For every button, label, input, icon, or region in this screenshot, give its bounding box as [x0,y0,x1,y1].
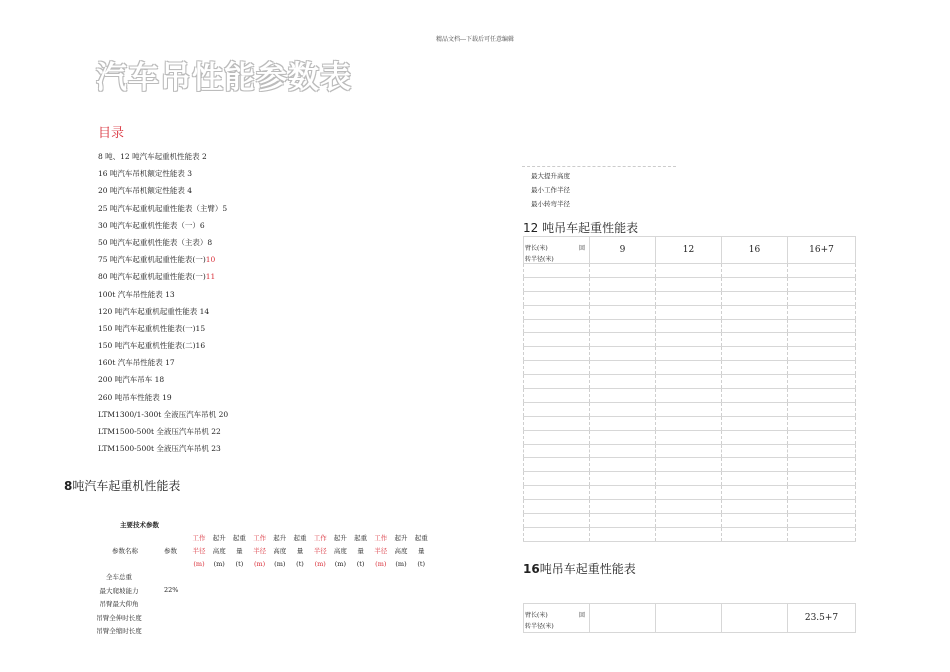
toc-item-label: LTM1500-500t 全液压汽车吊机 22 [98,427,221,436]
toc-item-label: 80 吨汽车起重机起重性能表(一) [98,272,206,282]
table-cell [656,361,722,375]
table-cell [788,527,856,541]
table-header-row [524,237,856,264]
param-column-header-line: (m) [213,560,225,568]
toc-item-label: LTM1500-500t 全液压汽车吊机 23 [98,444,221,454]
toc-item[interactable] [98,151,228,168]
table-12t-performance [523,236,856,542]
table-cell [788,319,856,333]
table-row [524,527,856,541]
table-cell [722,444,788,458]
toc-item[interactable] [98,443,228,460]
table-cell [788,361,856,375]
param-column-header-line: 起升 [212,534,226,542]
table-cell [722,500,788,514]
table-cell [656,402,722,416]
table-cell [722,277,788,291]
boom-length-header [590,604,656,633]
table-cell [788,264,856,278]
table-cell [722,472,788,486]
param-column-header-line: 量 [296,547,304,555]
table-cell [722,347,788,361]
toc-item-label: 8 吨、12 吨汽车起重机性能表 2 [98,152,207,161]
corner-label: 转半径(米) [525,256,554,263]
param-column-header [331,532,349,571]
table-row [524,305,856,319]
param-column-header-line: (m) [193,560,205,568]
table-cell [524,444,590,458]
table-cell [524,319,590,333]
table-cell [524,527,590,541]
section-16t-title [523,560,636,577]
param-column-header-line: (m) [274,560,286,568]
toc-item-label: 150 吨汽车起重机性能表(一)15 [98,323,206,333]
corner-label: 臂长(米) [525,245,548,252]
table-cell [722,319,788,333]
table-cell [590,514,656,528]
param-row-label: 吊臂全缩时长度 [96,627,142,635]
toc-item[interactable] [98,409,228,426]
param-column-header-line: (m) [375,560,387,568]
table-cell [788,472,856,486]
table-cell [788,389,856,403]
table-cell [788,375,856,389]
table-cell [590,305,656,319]
param-column-header-line: 量 [417,547,425,555]
table-cell [656,264,722,278]
document-title: 汽车吊性能参数表 [96,60,352,96]
toc-item[interactable] [98,185,228,202]
param-column-header [210,532,228,571]
table-cell [656,514,722,528]
param-column-header-line: 量 [236,547,243,555]
toc-item-label: 260 吨吊车性能表 19 [98,392,172,402]
table-cell [656,472,722,486]
param-name-header: 参数名称 [112,547,138,555]
toc-heading: 目录 [98,126,125,141]
table-cell [524,402,590,416]
table-cell [590,416,656,430]
toc-item[interactable] [98,237,228,254]
param-column-header-line: 起升 [273,534,287,542]
param-column-header-line: 高度 [333,547,347,555]
section-16t-title-text: 吨吊车起重性能表 [539,562,636,576]
param-column-header [412,532,430,571]
param-column-header [352,532,370,571]
table-cell [788,402,856,416]
param-column-header-line: (m) [395,560,407,568]
spec-list-item: 最小工作半径 [531,186,570,194]
param-column-header-line: 半径 [192,547,206,555]
table-cell [590,389,656,403]
param-column-header-line: (m) [334,560,347,568]
table-cell [590,500,656,514]
table-row [524,458,856,472]
table-cell [722,333,788,347]
toc-item-label: 75 吨汽车起重机起重性能表(一) [98,255,206,265]
table-cell [590,291,656,305]
section-8t-title-text: 吨汽车起重机性能表 [72,479,181,493]
divider-line [522,166,676,167]
toc-item-label: 25 吨汽车起重机起重性能表（主臂）5 [98,203,228,213]
table-cell [788,514,856,528]
param-row-label: 吊臂全伸时长度 [96,613,142,622]
param-column-header-line: (t) [235,560,244,568]
table-cell [524,333,590,347]
param-column-header [271,532,289,571]
table-cell [590,277,656,291]
spec-list-item: 最小转弯半径 [531,200,570,208]
param-column-header-line: 高度 [273,547,287,555]
toc-item[interactable] [98,289,228,306]
param-column-header-line: (t) [356,560,365,568]
table-cell [524,500,590,514]
table-cell [524,458,590,472]
toc-item-label: LTM1300/1-300t 全液压汽车吊机 20 [98,409,229,419]
table-cell [722,486,788,500]
table-cell [524,305,590,319]
param-column-header-line: 工作 [192,534,206,542]
table-cell [788,291,856,305]
toc-item[interactable] [98,323,228,340]
param-column-header-line: 起重 [414,534,428,542]
section-12t-title: 12 吨吊车起重性能表 [523,221,639,235]
spec-list [531,169,570,211]
table-row [524,444,856,458]
table-cell [722,402,788,416]
page-header-note: 精品文档---下载后可任意编辑 [435,36,515,43]
table-row [524,416,856,430]
table-cell [524,291,590,305]
table-cell [524,264,590,278]
param-column-header-line: 半径 [313,547,327,555]
table-cell [656,416,722,430]
table-cell [722,375,788,389]
corner-label: 回 [578,612,585,619]
param-column-header-line: 高度 [394,547,408,555]
table-cell [590,472,656,486]
toc-item[interactable] [98,203,228,220]
table-of-contents [98,151,228,460]
table-cell [590,458,656,472]
table-row [524,264,856,278]
toc-item-label: 150 吨汽车起重机性能表(二)16 [98,341,206,351]
table-cell [788,333,856,347]
param-column-header-line: (t) [296,560,304,568]
table-cell [524,375,590,389]
param-column-header-line: 工作 [374,534,388,542]
table-row [524,500,856,514]
table-cell [722,430,788,444]
param-column-header-line: 半径 [374,547,388,555]
table-cell [722,514,788,528]
toc-item[interactable] [98,306,228,323]
param-column-header-line: (m) [253,560,266,568]
table-cell [788,458,856,472]
toc-item-label: 30 吨汽车起重机性能表（一）6 [98,220,205,230]
table-cell [524,430,590,444]
table-row [524,347,856,361]
table-cell [722,305,788,319]
table-cell [722,416,788,430]
tech-params-heading: 主要技术参数 [120,521,159,529]
table-cell [722,527,788,541]
table-corner-cell [524,237,590,264]
table-cell [788,347,856,361]
param-column-header-line: 起重 [293,534,307,542]
table-cell [590,486,656,500]
param-column-header [190,532,208,571]
boom-length-header: 23.5+7 [788,604,856,633]
table-row [524,389,856,403]
toc-item-page: 11 [205,272,216,282]
param-column-header-line: 起重 [232,534,246,542]
toc-item[interactable] [98,374,228,391]
table-cell [524,277,590,291]
param-column-header [230,532,248,571]
table-cell [722,458,788,472]
table-cell [656,319,722,333]
table-cell [524,361,590,375]
toc-item-page: 10 [205,255,216,265]
table-cell [524,514,590,528]
table-cell [722,389,788,403]
table-cell [656,527,722,541]
param-value-header: 参数 [164,547,177,555]
table-cell [656,389,722,403]
table-cell [656,291,722,305]
table-cell [656,430,722,444]
param-column-header-line: (t) [417,560,426,568]
param-column-header-line: 起升 [333,534,347,542]
table-cell [656,486,722,500]
table-cell [656,333,722,347]
table-cell [656,277,722,291]
table-cell [788,486,856,500]
table-cell [788,430,856,444]
param-column-header-line: 量 [357,547,364,555]
param-column-header [291,532,309,571]
table-cell [590,361,656,375]
param-row-label: 全车总重 [106,573,132,581]
table-row [524,472,856,486]
table-row [524,402,856,416]
boom-length-header: 12 [656,237,722,264]
table-cell [590,444,656,458]
param-column-header [251,532,269,571]
table-cell [590,319,656,333]
param-row-label: 吊臂最大仰角 [99,600,139,608]
table-cell [722,361,788,375]
table-cell [788,500,856,514]
section-8t-title [64,477,180,494]
toc-item-label: 16 吨汽车吊机额定性能表 3 [98,169,193,179]
param-column-header [311,532,329,571]
toc-item-label: 160t 汽车吊性能表 17 [98,358,175,368]
table-cell [656,500,722,514]
toc-item[interactable] [98,220,228,237]
table-row [524,430,856,444]
param-column-header-line: 半径 [253,547,267,555]
table-row [524,319,856,333]
table-cell [524,472,590,486]
param-row-label: 最大爬坡能力 [99,586,139,595]
corner-label: 转半径(米) [525,623,554,630]
toc-item[interactable] [98,254,228,271]
boom-length-header: 9 [590,237,656,264]
param-column-header-line: 起重 [354,534,368,542]
table-cell [788,416,856,430]
param-column-header-line: 工作 [253,534,267,542]
table-cell [590,430,656,444]
toc-item-label: 20 吨汽车吊机额定性能表 4 [98,186,193,196]
table-cell [590,402,656,416]
param-row-value: 22% [164,585,179,594]
table-row [524,361,856,375]
boom-length-header [722,604,788,633]
toc-item[interactable] [98,426,228,443]
table-row [524,291,856,305]
param-column-header-line: 起升 [394,534,408,542]
toc-item[interactable] [98,392,228,409]
toc-item[interactable] [98,357,228,374]
boom-length-header [656,604,722,633]
table-row [524,375,856,389]
table-row [524,277,856,291]
table-cell [524,389,590,403]
toc-item-label: 120 吨汽车起重机起重性能表 14 [98,306,210,316]
toc-item[interactable] [98,340,228,357]
toc-item-label: 50 吨汽车起重机性能表（主表）8 [98,237,213,247]
table-row [524,514,856,528]
table-cell [656,444,722,458]
param-column-header-line: (m) [314,560,326,568]
table-cell [524,347,590,361]
param-column-header [372,532,390,571]
toc-item[interactable] [98,271,228,288]
table-cell [722,291,788,305]
table-row [524,333,856,347]
table-cell [722,264,788,278]
table-cell [788,305,856,319]
table-cell [656,305,722,319]
param-column-header-line: 高度 [212,547,226,555]
table-cell [524,486,590,500]
table-corner-cell [524,604,590,633]
table-header-row [524,604,856,633]
table-cell [590,347,656,361]
boom-length-header: 16 [722,237,788,264]
spec-list-item: 最大提升高度 [531,172,570,180]
table-cell [788,444,856,458]
corner-label: 臂长(米) [525,612,548,619]
boom-length-header: 16+7 [788,237,856,264]
table-row [524,486,856,500]
table-cell [590,333,656,347]
section-8t-title-number: 8 [64,479,73,493]
table-cell [590,527,656,541]
section-16t-title-number: 16 [523,562,540,576]
table-cell [656,347,722,361]
table-cell [590,375,656,389]
table-16t-performance [523,603,856,633]
param-column-header [392,532,410,571]
param-column-header-line: 工作 [313,534,327,542]
corner-label: 回 [578,245,585,252]
toc-item-label: 100t 汽车吊性能表 13 [98,289,175,299]
toc-item-label: 200 吨汽车吊车 18 [98,375,165,385]
table-cell [788,277,856,291]
table-cell [590,264,656,278]
toc-item[interactable] [98,168,228,185]
table-cell [656,375,722,389]
table-cell [656,458,722,472]
table-cell [524,416,590,430]
